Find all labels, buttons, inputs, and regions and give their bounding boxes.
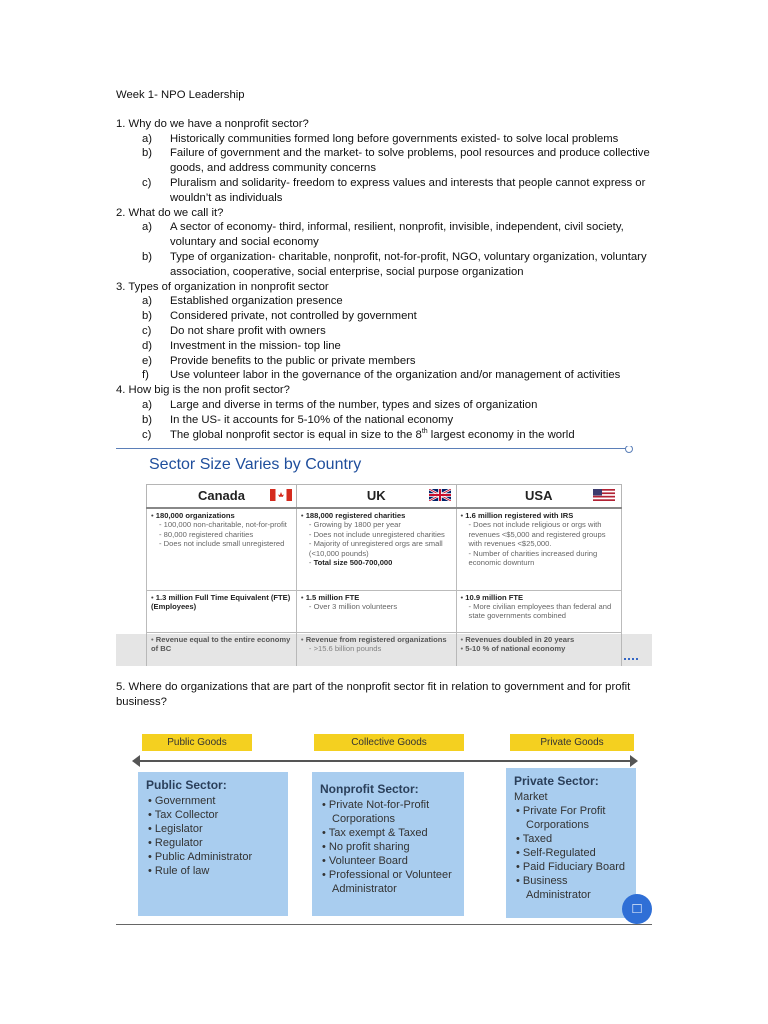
list-item	[116, 398, 656, 413]
item-text: Considered private, not controlled by government	[170, 310, 417, 323]
table-cell: • 1.6 million registered with IRS - Does not include religious or orgs with revenues <$5,000 and registered groups with revenues <$25,000. - Number of charities increased during economic downturn	[456, 508, 621, 590]
list-item	[116, 354, 656, 369]
document-body	[116, 88, 656, 442]
item-letter: c)	[142, 428, 152, 441]
list-item: • Professional or Volunteer Administrator	[320, 868, 456, 896]
table-cell: • 1.5 million FTE - Over 3 million volunteers	[296, 590, 456, 632]
q3-section	[116, 280, 656, 384]
table-cell: • 188,000 registered charities - Growing by 1800 per year - Does not include unregistered charities - Majority of unregistered orgs are small (<10,000 pounds) - Total size 500-700,000	[296, 508, 456, 590]
list-item: • Tax Collector	[146, 808, 280, 822]
q1-question: 1. Why do we have a nonprofit sector?	[116, 117, 309, 130]
cell-main: 1.6 million registered with IRS	[465, 511, 574, 520]
private-goods-label: Private Goods	[510, 734, 634, 751]
sector-diagram-image	[116, 728, 652, 928]
q3-question: 3. Types of organization in nonprofit sector	[116, 280, 329, 293]
q4-question: 4. How big is the non profit sector?	[116, 384, 290, 397]
table-cell: • 180,000 organizations - 100,000 non-charitable, not-for-profit - 80,000 registered charities - Does not include small unregistered	[147, 508, 297, 590]
list-item	[116, 428, 656, 443]
nonprofit-sector-box	[312, 772, 464, 916]
box-title: Private Sector:	[514, 774, 599, 788]
column-label: Canada	[197, 488, 245, 504]
list-item	[116, 324, 656, 339]
item-letter: c)	[142, 324, 152, 337]
cell-sub-text: 80,000 registered charities	[163, 529, 254, 539]
cell-sub: - Does not include religious or orgs with revenues <$5,000 and registered groups with revenues <$25,000.	[468, 520, 606, 549]
cell-sub-text: Total size 500-700,000	[313, 558, 393, 568]
list-item	[116, 294, 656, 309]
list-item: • Tax exempt & Taxed	[320, 826, 456, 840]
collective-goods-label: Collective Goods	[314, 734, 464, 751]
item-text: Use volunteer labor in the governance of the organization and/or management of activities	[170, 369, 621, 382]
item-text: Failure of government and the market- to solve problems, pool resources and produce collective goods, and address community concerns	[170, 147, 650, 175]
item-text: Pluralism and solidarity- freedom to express values and interests that people cannot express or wouldn’t as individuals	[170, 176, 646, 204]
item-text-part: The global nonprofit sector is equal in size to the 8	[170, 428, 422, 441]
list-item	[116, 220, 656, 250]
public-sector-box	[138, 772, 288, 916]
list-item: • Regulator	[146, 836, 280, 850]
cell-sub: - 100,000 non-charitable, not-for-profit	[159, 520, 287, 530]
item-letter: a)	[142, 398, 153, 411]
document-title: Week 1- NPO Leadership	[116, 89, 245, 101]
list-item: • Taxed	[514, 832, 628, 846]
cell-main: Revenues doubled in 20 years	[465, 634, 575, 644]
list-item	[116, 146, 656, 176]
table-row	[147, 590, 622, 632]
box-subtitle: Market	[514, 791, 548, 803]
list-item	[116, 176, 656, 206]
cell-sub-text: Number of charities increased during economic downturn	[468, 548, 598, 568]
pen-annotation	[624, 650, 638, 660]
table-cell: • Revenue from registered organizations - >15.6 billion pounds	[296, 632, 456, 666]
list-item: • Rule of law	[146, 864, 280, 878]
cell-sub-text: Does not include small unregistered	[163, 539, 285, 549]
item-letter: f)	[142, 369, 149, 382]
item-text: Historically communities formed long before governments existed- to solve local problems	[170, 132, 619, 145]
table-cell: • 1.3 million Full Time Equivalent (FTE) (Employees)	[147, 590, 297, 632]
cell-sub-text: 100,000 non-charitable, not-for-profit	[163, 520, 287, 530]
box-title: Public Sector:	[146, 778, 227, 792]
table-row	[147, 508, 622, 590]
divider-handle	[625, 446, 633, 453]
q2-question: 2. What do we call it?	[116, 206, 224, 219]
item-text	[170, 428, 656, 443]
list-item	[116, 339, 656, 354]
list-item: • Government	[146, 794, 280, 808]
box-title: Nonprofit Sector:	[320, 782, 419, 796]
cell-sub: - Over 3 million volunteers	[308, 601, 398, 611]
cell-main: Revenue equal to the entire economy of BC	[151, 634, 291, 653]
table-cell: • Revenue equal to the entire economy of BC	[147, 632, 297, 666]
cell-sub: - More civilian employees than federal and state governments combined	[468, 601, 612, 621]
list-item	[116, 132, 656, 147]
item-text: In the US- it accounts for 5-10% of the national economy	[170, 413, 454, 426]
usa-flag-icon	[593, 489, 615, 501]
divider	[116, 924, 652, 925]
cell-sub-text: >15.6 billion pounds	[313, 643, 382, 653]
chat-bubble-icon[interactable]: □	[622, 894, 652, 924]
cell-sub-text: Does not include religious or orgs with revenues <$5,000 and registered groups with revenues <$25,000.	[468, 520, 606, 549]
list-item: • Business Administrator	[514, 874, 628, 902]
list-item	[116, 309, 656, 324]
sector-size-table-image	[116, 446, 652, 666]
item-text: Type of organization- charitable, nonprofit, not-for-profit, NGO, voluntary organization, voluntary association, cooperative, social enterprise, social purpose organization	[170, 250, 647, 278]
cell-sub: - 80,000 registered charities	[159, 529, 254, 539]
item-letter: a)	[142, 295, 153, 308]
public-goods-label: Public Goods	[142, 734, 252, 751]
double-arrow-icon	[138, 760, 632, 762]
item-letter: c)	[142, 176, 152, 189]
table-cell: • Revenues doubled in 20 years • 5-10 % of national economy	[456, 632, 621, 666]
item-text: Established organization presence	[170, 295, 343, 308]
item-text: Investment in the mission- top line	[170, 339, 341, 352]
column-label: USA	[525, 488, 553, 504]
q4-section	[116, 383, 656, 442]
column-header-usa	[456, 485, 621, 509]
canada-flag-icon	[270, 489, 292, 501]
list-item: • Self-Regulated	[514, 846, 628, 860]
table-heading: Sector Size Varies by Country	[149, 456, 362, 473]
ordinal-suffix: th	[421, 427, 428, 435]
private-sector-box	[506, 768, 636, 918]
item-text: A sector of economy- third, informal, resilient, nonprofit, invisible, independent, civil society, voluntary and social economy	[170, 221, 624, 249]
cell-sub-text: Over 3 million volunteers	[313, 601, 398, 611]
item-letter: a)	[142, 221, 153, 234]
cell-sub: - >15.6 billion pounds	[308, 643, 382, 653]
item-text: Do not share profit with owners	[170, 324, 326, 337]
cell-main: 1.3 million Full Time Equivalent (FTE) (Employees)	[151, 592, 291, 611]
cell-sub: - Does not include small unregistered	[159, 539, 285, 549]
column-header-uk	[296, 485, 456, 509]
item-letter: b)	[142, 413, 153, 426]
cell-sub: - Growing by 1800 per year	[308, 520, 401, 530]
cell-main: 10.9 million FTE	[465, 592, 524, 602]
cell-sub-text: Growing by 1800 per year	[313, 520, 401, 530]
cell-main: 5-10 % of national economy	[465, 643, 566, 653]
item-text: Large and diverse in terms of the number, types and sizes of organization	[170, 398, 538, 411]
list-item: • No profit sharing	[320, 840, 456, 854]
cell-main: Revenue from registered organizations	[305, 634, 447, 644]
uk-flag-icon	[429, 489, 451, 501]
cell-sub: - Number of charities increased during economic downturn	[468, 548, 598, 568]
divider	[116, 448, 628, 449]
cell-sub: - Majority of unregistered orgs are small (<10,000 pounds)	[308, 539, 443, 558]
list-item	[116, 250, 656, 280]
list-item: • Volunteer Board	[320, 854, 456, 868]
item-text: Provide benefits to the public or private members	[170, 354, 416, 367]
cell-main: 180,000 organizations	[155, 511, 235, 520]
list-item: • Paid Fiduciary Board	[514, 860, 628, 874]
cell-sub-text: Does not include unregistered charities	[313, 529, 445, 539]
list-item: • Private For Profit Corporations	[514, 804, 628, 832]
cell-sub: - Does not include unregistered charities	[308, 529, 445, 539]
q2-section	[116, 206, 656, 280]
q1-section	[116, 117, 656, 206]
q5-question: 5. Where do organizations that are part of the nonprofit sector fit in relation to government and for profit business?	[116, 681, 631, 708]
item-letter: b)	[142, 250, 153, 263]
column-header-canada	[147, 485, 297, 509]
list-item	[116, 368, 656, 383]
cell-sub: - Total size 500-700,000	[308, 558, 393, 568]
list-item: • Public Administrator	[146, 850, 280, 864]
cell-sub-text: More civilian employees than federal and state governments combined	[468, 601, 612, 621]
item-letter: b)	[142, 147, 153, 160]
item-letter: e)	[142, 354, 153, 367]
list-item	[116, 413, 656, 428]
column-label: UK	[366, 488, 386, 504]
item-letter: a)	[142, 132, 153, 145]
video-control-bar	[116, 634, 652, 666]
cell-main: 188,000 registered charities	[305, 511, 406, 520]
list-item: • Private Not-for-Profit Corporations	[320, 798, 456, 826]
table-cell: • 10.9 million FTE - More civilian employees than federal and state governments combined	[456, 590, 621, 632]
list-item: • Legislator	[146, 822, 280, 836]
cell-main: 1.5 million FTE	[305, 592, 360, 602]
item-letter: b)	[142, 310, 153, 323]
item-text-part: largest economy in the world	[427, 428, 575, 441]
item-letter: d)	[142, 339, 153, 352]
cell-sub-text: Majority of unregistered orgs are small (<10,000 pounds)	[308, 539, 443, 558]
